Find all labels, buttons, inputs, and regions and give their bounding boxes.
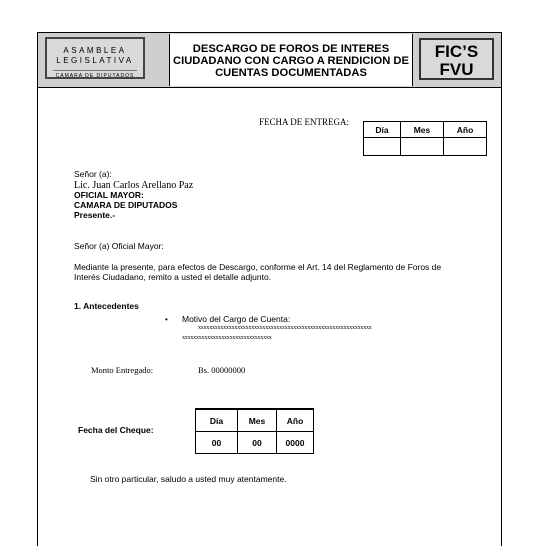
fecha-entrega-label: FECHA DE ENTREGA: (259, 117, 349, 127)
motivo-label: Motivo del Cargo de Cuenta: (182, 314, 291, 324)
document-title (169, 34, 413, 86)
addressee-position: OFICIAL MAYOR: (74, 190, 144, 200)
intro-paragraph-line-2: Interés Ciudadano, remito a usted el detalle adjunto. (74, 272, 272, 282)
greeting-text: Señor (a) Oficial Mayor: (74, 241, 164, 251)
cheque-label: Fecha del Cheque: (78, 425, 154, 435)
title-line-2: CIUDADANO CON CARGO A RENDICION DE (173, 55, 409, 67)
logo-line-3: CAMARA DE DIPUTADOS (53, 70, 137, 80)
motivo-text-line-1: xxxxxxxxxxxxxxxxxxxxxxxxxxxxxxxxxxxxxxxxxxxxxxxxxxxxxxxxxxxxxx (198, 325, 372, 331)
presente-text: Presente.- (74, 210, 116, 220)
motivo-text-line-2: xxxxxxxxxxxxxxxxxxxxxxxxxxxxxxxx (182, 335, 272, 341)
cheque-mes-value[interactable]: 00 (238, 432, 277, 454)
form-code-line-1: FIC’S (434, 42, 479, 61)
fecha-entrega-mes-field[interactable] (401, 138, 444, 156)
assembly-logo (45, 37, 145, 79)
intro-paragraph-line-1: Mediante la presente, para efectos de Descargo, conforme el Art. 14 del Reglamento de Foros de (74, 262, 442, 272)
document-page (37, 32, 502, 546)
logo-line-1: ASAMBLEA (63, 46, 127, 55)
salutation: Señor (a): (74, 169, 112, 179)
cheque-header-mes: Mes (238, 409, 277, 432)
section-antecedentes-title: 1. Antecedentes (74, 301, 139, 311)
cheque-dia-value[interactable]: 00 (196, 432, 238, 454)
monto-value: Bs. 00000000 (198, 365, 246, 375)
closing-text: Sin otro particular, saludo a usted muy atentamente. (90, 474, 287, 484)
addressee-name: Lic. Juan Carlos Arellano Paz (74, 180, 194, 191)
addressee-chamber: CAMARA DE DIPUTADOS (74, 200, 178, 210)
monto-label: Monto Entregado: (91, 365, 154, 375)
fecha-entrega-table (363, 121, 487, 156)
fecha-entrega-header-ano: Año (444, 122, 487, 138)
title-line-1: DESCARGO DE FOROS DE INTERES (192, 43, 390, 55)
document-header (38, 33, 501, 88)
cheque-header-dia: Día (196, 409, 238, 432)
logo-line-2: LEGISLATIVA (56, 56, 134, 65)
cheque-header-ano: Año (277, 409, 314, 432)
title-line-3: CUENTAS DOCUMENTADAS (215, 67, 367, 79)
cheque-ano-value[interactable]: 0000 (277, 432, 314, 454)
form-code-line-2: FVU (439, 60, 474, 79)
fecha-entrega-header-mes: Mes (401, 122, 444, 138)
bullet-icon: • (165, 315, 168, 324)
fecha-entrega-header-dia: Día (364, 122, 401, 138)
form-code (419, 38, 494, 80)
fecha-entrega-dia-field[interactable] (364, 138, 401, 156)
cheque-date-table (195, 408, 314, 454)
fecha-entrega-ano-field[interactable] (444, 138, 487, 156)
